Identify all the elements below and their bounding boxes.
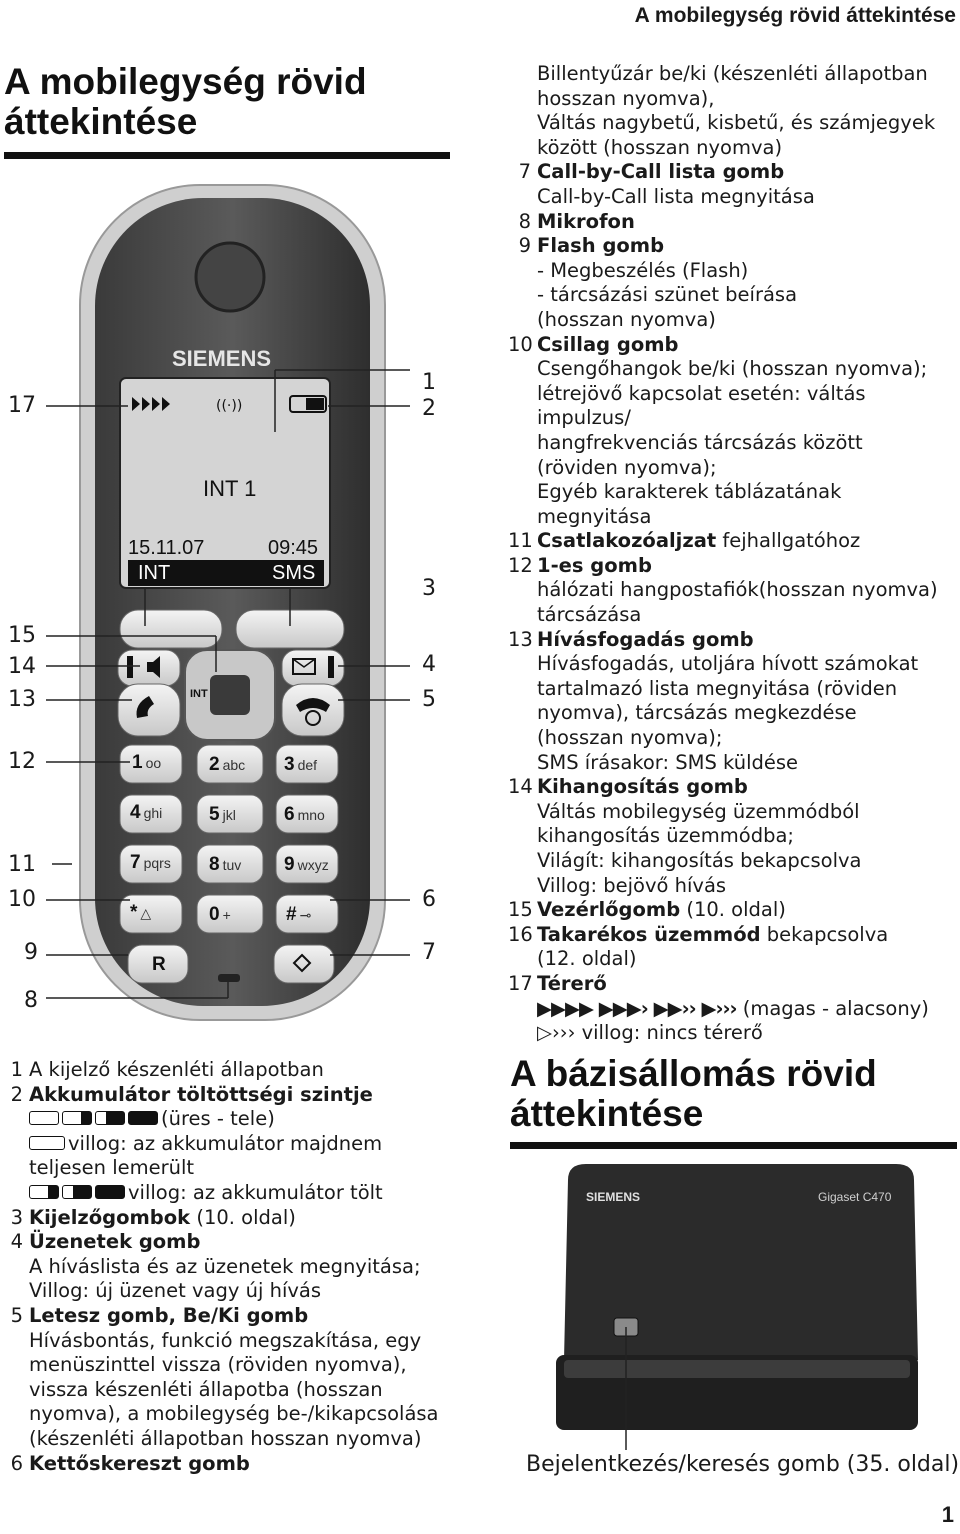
key-main: 0 [209, 904, 220, 925]
desc-line: (12. oldal) [537, 947, 637, 971]
desc-line: - tárcsázási szünet beírása [537, 283, 798, 307]
item-number: 13 [508, 627, 533, 651]
key-main: 2 [209, 754, 220, 775]
base-brand: SIEMENS [586, 1190, 641, 1204]
callout-13: 13 [8, 687, 36, 712]
item-number: 4 [10, 1230, 23, 1254]
signal-levels-icon: ▶▶▶▶ ▶▶▶› ▶▶›› ▶››› [537, 996, 737, 1020]
callout-7: 7 [422, 940, 436, 965]
key-main: 3 [284, 754, 295, 775]
base-model: Gigaset C470 [818, 1190, 892, 1204]
item-title: Csatlakozóaljzat [537, 529, 717, 553]
callout-4: 4 [422, 652, 436, 677]
desc-text: villog: nincs térerő [581, 1021, 763, 1045]
desc-line: létrejövő kapcsolat esetén: váltás impulzus/ [537, 381, 866, 430]
key-sub: def [297, 757, 318, 773]
lcd-time: 09:45 [268, 537, 319, 559]
item-title: Akkumulátor töltöttségi szintje [29, 1082, 373, 1106]
desc-line: Egyéb karakterek táblázatának megnyitása [537, 480, 842, 528]
desc-line: hálózati hangpostafiók(hosszan nyomva) [537, 578, 938, 602]
callout-2: 2 [422, 396, 436, 421]
desc-line: (röviden nyomva); [537, 455, 717, 479]
desc-line: Call-by-Call lista megnyitása [537, 184, 815, 208]
phone-brand: SIEMENS [172, 346, 272, 371]
section-title-line2: áttekintése [4, 101, 198, 142]
key-main: 9 [284, 854, 295, 875]
desc-line: SMS írásakor: SMS küldése [537, 750, 799, 774]
key-sub: abc [222, 757, 246, 773]
item-number: 1 [10, 1058, 23, 1081]
key-r: R [152, 954, 166, 975]
item-title: Kijelzőgombok [29, 1205, 191, 1229]
softkey-label-right: SMS [272, 562, 316, 584]
item-title: 1-es gomb [537, 553, 652, 577]
key-main: 6 [284, 804, 295, 825]
item-title-suffix: fejhallgatóhoz [716, 529, 861, 553]
desc-line: Hívásbontás, funkció megszakítása, egy [29, 1328, 422, 1352]
key-sub: tuv [222, 857, 242, 873]
callout-12: 12 [8, 749, 36, 774]
running-header: A mobilegység rövid áttekintése [634, 4, 956, 27]
item-number: 9 [518, 234, 531, 258]
item-number: 10 [508, 332, 533, 356]
callout-9: 9 [24, 940, 38, 965]
desc-text: villog: az akkumulátor tölt [128, 1180, 383, 1204]
key-sub: oo [145, 755, 162, 771]
lcd-center-text: INT 1 [203, 476, 257, 501]
key-sub: jkl [222, 807, 236, 823]
desc-line: (hosszan nyomva) [537, 307, 716, 331]
lcd-date: 15.11.07 [128, 537, 205, 559]
base-caption: Bejelentkezés/keresés gomb (35. oldal) [526, 1452, 960, 1477]
callout-1: 1 [422, 370, 436, 395]
key-sub: + [222, 907, 231, 923]
desc-line: Váltás nagybetű, kisbetű, és számjegyek [537, 111, 936, 135]
callout-5: 5 [422, 687, 436, 712]
desc-text: (üres - tele) [161, 1107, 275, 1131]
item-title: Kettőskereszt gomb [29, 1451, 250, 1475]
softkey-label-left: INT [138, 562, 171, 584]
item-number: 8 [518, 209, 531, 233]
desc-line: között (hosszan nyomva) [537, 135, 783, 159]
key-main: * [130, 902, 138, 923]
item-number: 7 [518, 160, 531, 184]
desc-line: Hívásfogadás, utoljára hívott számokat [537, 652, 919, 676]
key-sub: wxyz [297, 857, 329, 873]
desc-line: Billentyűzár be/ki (készenléti állapotban [537, 62, 928, 85]
eco-mode-icon: ((·)) [216, 398, 243, 414]
key-main: 1 [132, 752, 143, 773]
section-title-line1: A mobilegység rövid [4, 61, 367, 102]
key-main: 8 [209, 854, 220, 875]
item-number: 5 [10, 1303, 23, 1327]
base-cradle-top [564, 1360, 910, 1378]
callout-11: 11 [8, 852, 36, 877]
desc-line: hangfrekvenciás tárcsázás között [537, 430, 863, 454]
desc-text: villog: az akkumulátor majdnem [68, 1131, 383, 1155]
item-number: 15 [508, 898, 533, 922]
desc-line: tartalmazó lista megnyitása (röviden [537, 676, 898, 700]
desc-text: (magas - alacsony) [742, 996, 929, 1020]
desc-line: (készenléti állapotban hosszan nyomva) [29, 1426, 422, 1450]
desc-line: kihangosítás üzemmódba; [537, 824, 795, 848]
item-title: Csillag gomb [537, 332, 679, 356]
item-title: Letesz gomb, Be/Ki gomb [29, 1303, 309, 1327]
item-title: Vezérlőgomb [537, 898, 681, 922]
key-main: 4 [130, 802, 141, 823]
callout-6: 6 [422, 887, 436, 912]
no-signal-icon: ▷››› [537, 1021, 576, 1045]
item-number: 3 [10, 1205, 23, 1229]
key-main: # [286, 904, 297, 925]
desc-line: nyomva), a mobilegység be-/kikapcsolása [29, 1402, 439, 1426]
callout-17: 17 [8, 393, 36, 418]
item-title: Hívásfogadás gomb [537, 627, 754, 651]
desc-line: menüszinttel vissza (röviden nyomva), [29, 1353, 407, 1377]
item-title: Kihangosítás gomb [537, 775, 748, 799]
desc-line: teljesen lemerült [29, 1156, 195, 1180]
desc-line: Villog: új üzenet vagy új hívás [29, 1279, 322, 1303]
key-sub: ghi [143, 805, 163, 821]
section-title-line1: A bázisállomás rövid [510, 1053, 877, 1094]
item-number: 2 [10, 1082, 23, 1106]
item-title-suffix: (10. oldal) [190, 1205, 296, 1229]
desc-line: Váltás mobilegység üzemmódból [537, 799, 860, 823]
key-sub: ⊸ [299, 907, 312, 923]
callout-15: 15 [8, 623, 36, 648]
desc-line: Villog: bejövő hívás [537, 873, 727, 897]
item-number: 17 [508, 971, 533, 995]
desc-line: hosszan nyomva), [537, 86, 715, 110]
desc-line: (hosszan nyomva); [537, 726, 723, 750]
desc-line: Csengőhangok be/ki (hosszan nyomva); [537, 357, 928, 381]
desc-line: tárcsázása [537, 603, 642, 627]
desc-line: - Megbeszélés (Flash) [537, 258, 749, 282]
item-number: 6 [10, 1451, 23, 1475]
section-title-line2: áttekintése [510, 1093, 704, 1134]
desc-line: A híváslista és az üzenetek megnyitása; [29, 1254, 421, 1278]
item-title: Üzenetek gomb [29, 1230, 201, 1254]
callout-14: 14 [8, 654, 36, 679]
item-title-suffix: bekapcsolva [760, 922, 889, 946]
key-main: 5 [209, 804, 220, 825]
key-sub: △ [140, 905, 152, 921]
desc-line: vissza készenléti állapotba (hosszan [29, 1377, 383, 1401]
item-title: Térerő [537, 971, 607, 995]
callout-8: 8 [24, 988, 38, 1013]
key-main: 7 [130, 852, 141, 873]
item-number: 14 [508, 775, 533, 799]
item-title: Flash gomb [537, 234, 665, 258]
callout-10: 10 [8, 887, 36, 912]
desc-line: A kijelző készenléti állapotban [29, 1058, 324, 1081]
key-sub: pqrs [143, 855, 171, 871]
desc-line: nyomva), tárcsázás megkezdése [537, 701, 857, 725]
item-number: 16 [508, 922, 533, 946]
item-title: Takarékos üzemmód [537, 922, 761, 946]
page-number: 1 [941, 1502, 954, 1527]
desc-line: Világít: kihangosítás bekapcsolva [537, 849, 862, 872]
item-title-suffix: (10. oldal) [680, 898, 786, 922]
item-title: Call-by-Call lista gomb [537, 160, 785, 184]
item-number: 11 [508, 529, 533, 553]
item-title: Mikrofon [537, 209, 635, 233]
callout-3: 3 [422, 576, 436, 601]
item-number: 12 [508, 553, 533, 577]
nav-int-label: INT [190, 688, 208, 700]
key-sub: mno [297, 807, 325, 823]
